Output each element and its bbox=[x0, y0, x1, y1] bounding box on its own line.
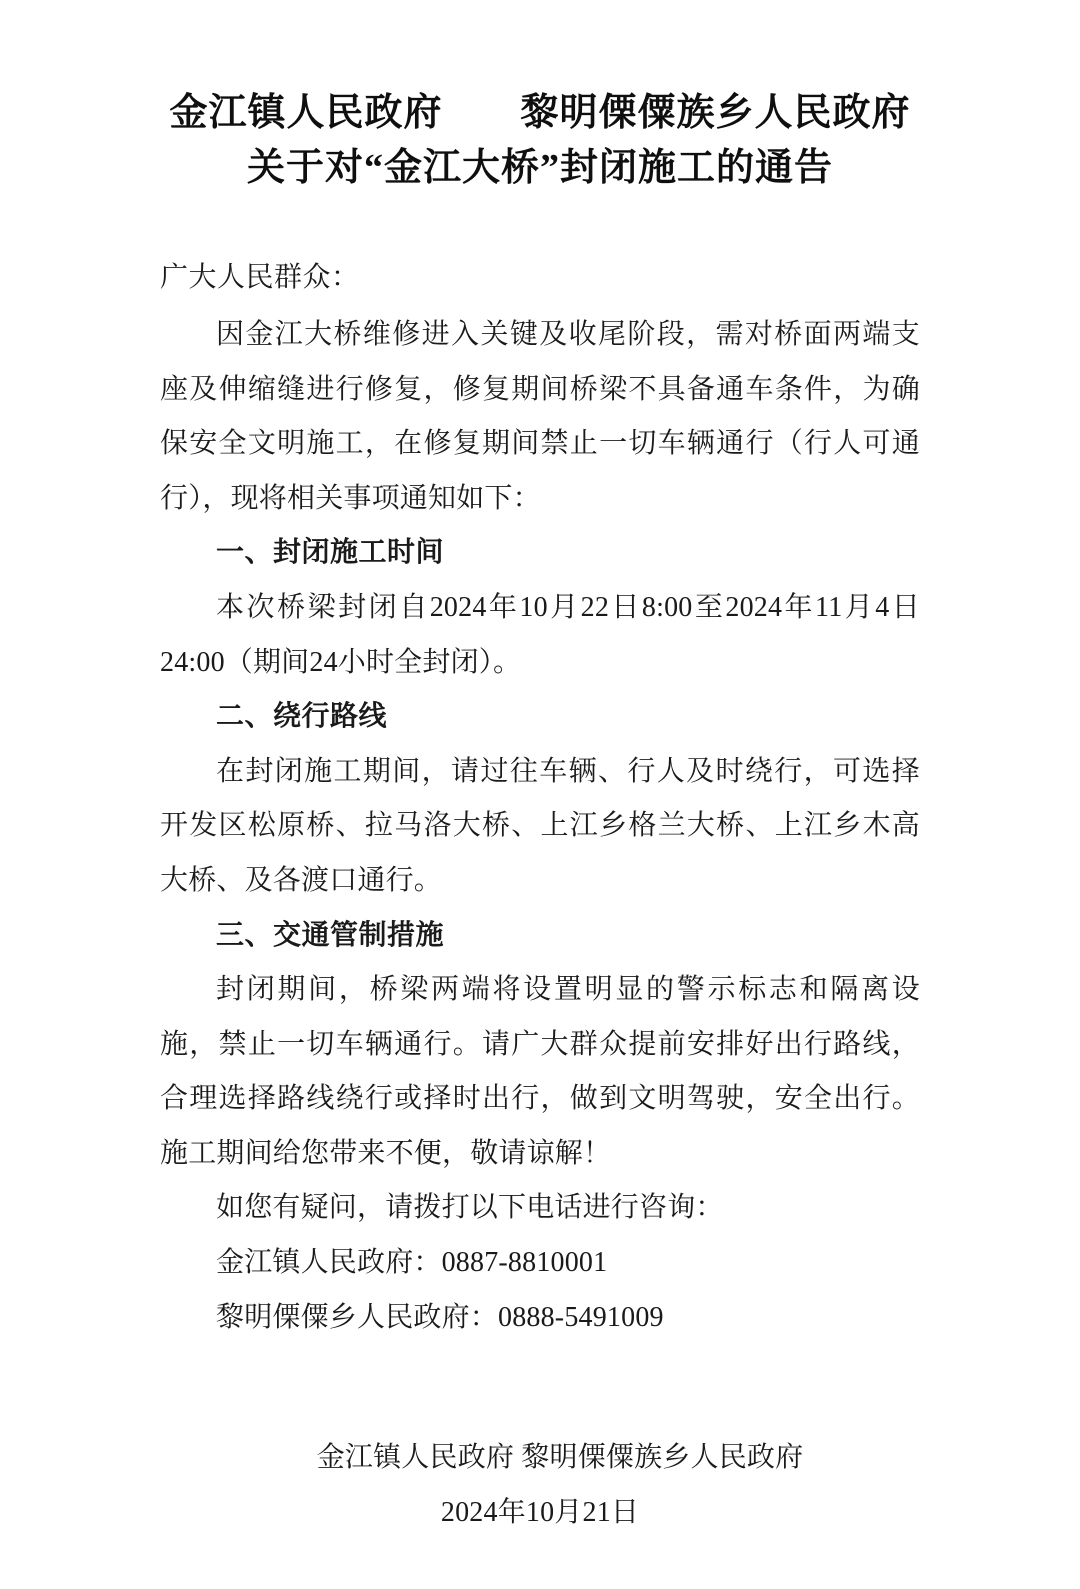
contact-phone-1: 金江镇人民政府：0887-8810001 bbox=[216, 1247, 608, 1279]
section-body-2: 在封闭施工期间，请过往车辆、行人及时绕行，可选择开发区松原桥、拉马洛大桥、上江乡格兰大桥、上江乡木高大桥、及各渡口通行。 bbox=[160, 755, 920, 896]
signature-block bbox=[160, 1431, 920, 1540]
title-line-1: 金江镇人民政府 黎明傈僳族乡人民政府 bbox=[169, 92, 911, 134]
contact-phone-2: 黎明傈僳乡人民政府：0888-5491009 bbox=[216, 1301, 664, 1333]
signature-date: 2024年10月21日 bbox=[440, 1496, 640, 1528]
title-line-2: 关于对“金江大桥”封闭施工的通告 bbox=[246, 147, 833, 190]
signature-organization: 金江镇人民政府 黎明傈僳族乡人民政府 bbox=[316, 1442, 804, 1474]
section-heading-2: 二、绕行路线 bbox=[216, 701, 388, 733]
page-title bbox=[160, 86, 920, 196]
contact-intro: 如您有疑问，请拨打以下电话进行咨询： bbox=[216, 1192, 724, 1224]
section-body-3: 封闭期间，桥梁两端将设置明显的警示标志和隔离设施，禁止一切车辆通行。请广大群众提前安排好出行路线，合理选择路线绕行或择时出行，做到文明驾驶，安全出行。施工期间给您带来不便，敬请谅解！ bbox=[160, 974, 920, 1169]
salutation: 广大人民群众： bbox=[160, 262, 360, 294]
section-body-1: 本次桥梁封闭自2024年10月22日8:00至2024年11月4日24:00（期间24小时全封闭）。 bbox=[160, 591, 920, 678]
section-heading-3: 三、交通管制措施 bbox=[216, 919, 445, 951]
section-heading-1: 一、封闭施工时间 bbox=[216, 537, 445, 569]
intro-paragraph: 因金江大桥维修进入关键及收尾阶段，需对桥面两端支座及伸缩缝进行修复，修复期间桥梁不具备通车条件，为确保安全文明施工，在修复期间禁止一切车辆通行（行人可通行），现将相关事项通知如下： bbox=[160, 318, 920, 514]
